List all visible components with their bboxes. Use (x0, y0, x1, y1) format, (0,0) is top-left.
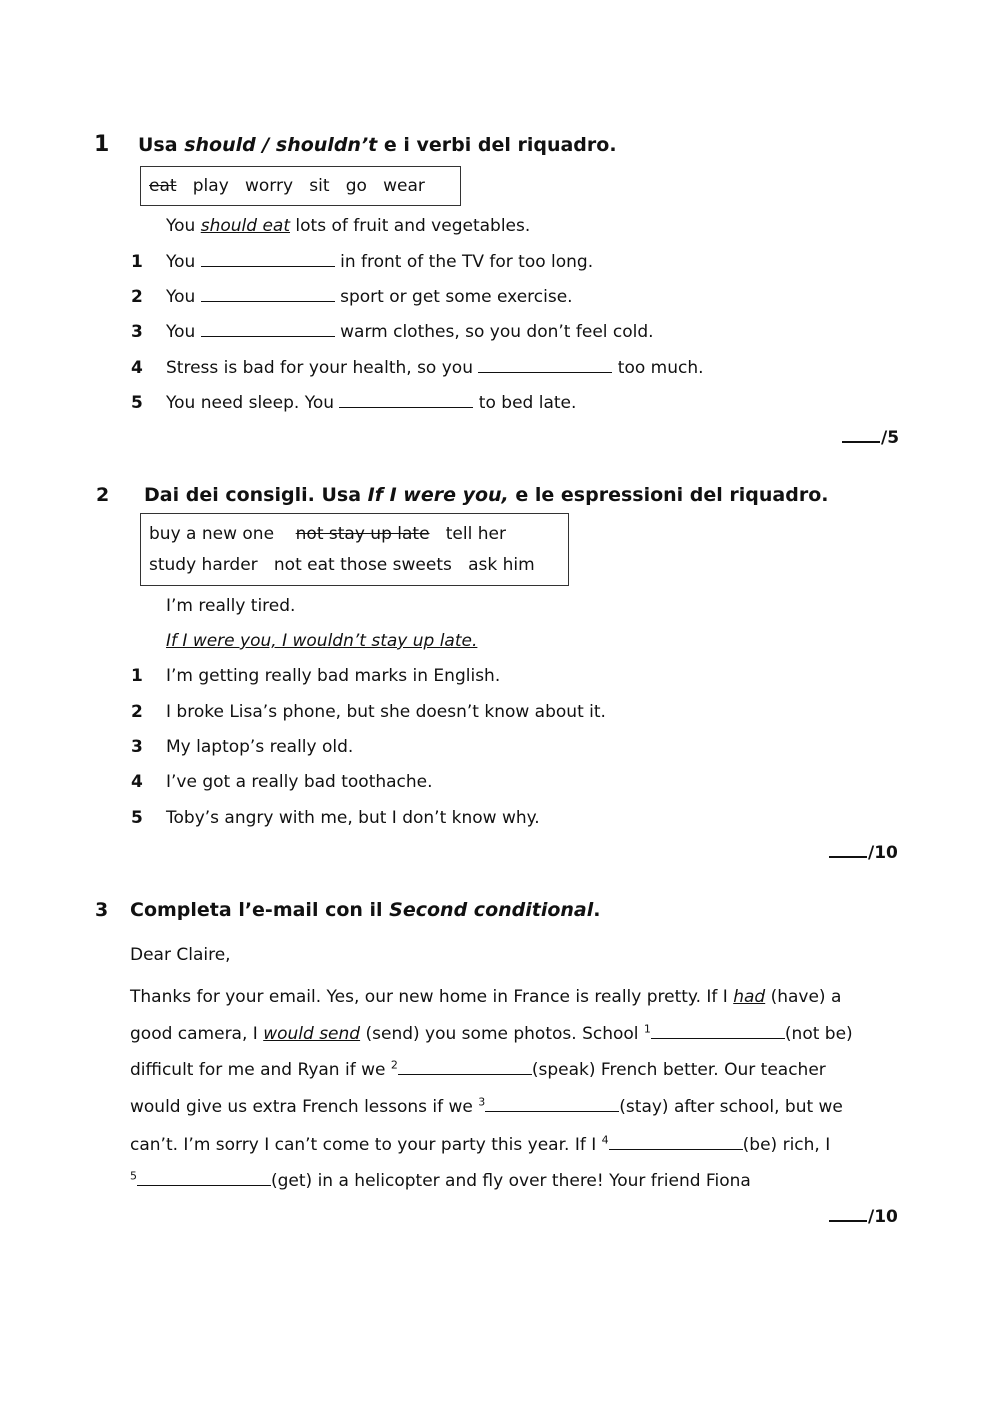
item-number: 5 (131, 393, 143, 413)
item-text: You (166, 322, 201, 342)
score-blank[interactable] (842, 441, 880, 443)
email-line-1 (130, 987, 841, 1007)
exercise-1-example (166, 216, 530, 236)
gap-number: 2 (390, 1058, 398, 1072)
item-text: You (166, 287, 201, 307)
exercise-3-title (130, 899, 600, 921)
exercise-1-title (138, 134, 617, 156)
exercise-1-item (166, 358, 704, 378)
word-sit: sit (309, 176, 330, 196)
word-play: play (192, 176, 229, 196)
exercise-2-item: I’ve got a really bad toothache. (166, 772, 433, 792)
answer-blank[interactable] (339, 393, 473, 408)
gap-number: 5 (130, 1169, 137, 1183)
item-number: 1 (131, 666, 143, 686)
item-number: 4 (131, 772, 143, 792)
title-text: Dai dei consigli. Usa (144, 484, 368, 506)
exercise-1-item (166, 322, 654, 342)
exercise-1-item (166, 287, 573, 307)
answer-blank[interactable] (485, 1097, 619, 1112)
email-line-5 (130, 1135, 830, 1155)
title-italic: If I were you, (367, 484, 509, 506)
email-text: (send) you some photos. School (360, 1024, 644, 1044)
exercise-2-item: I’m getting really bad marks in English. (166, 666, 501, 686)
answer-blank[interactable] (398, 1060, 532, 1075)
exercise-3-score (829, 1207, 898, 1227)
word-worry: worry (244, 176, 294, 196)
answer-blank[interactable] (137, 1171, 271, 1186)
score-blank[interactable] (829, 1220, 867, 1222)
example-answer: had (733, 987, 766, 1007)
email-text: would give us extra French lessons if we (130, 1097, 479, 1117)
exercise-2-number: 2 (96, 484, 110, 506)
phrase-buy-a-new-one: buy a new one (149, 524, 275, 544)
item-text: warm clothes, so you don’t feel cold. (334, 322, 654, 342)
example-answer: would send (263, 1024, 361, 1044)
answer-blank[interactable] (201, 252, 335, 267)
phrase-tell-her: tell her (445, 524, 506, 544)
item-number: 4 (131, 358, 143, 378)
email-text: (have) a (765, 987, 842, 1007)
exercise-2-example-answer: If I were you, I wouldn’t stay up late. (166, 631, 478, 651)
exercise-2-example-prompt: I’m really tired. (166, 596, 296, 616)
title-text: . (593, 899, 601, 921)
email-greeting: Dear Claire, (130, 945, 231, 965)
gap-number: 3 (478, 1095, 486, 1109)
exercise-2-score (829, 843, 898, 863)
item-number: 3 (131, 322, 143, 342)
email-line-6 (130, 1171, 751, 1191)
score-blank[interactable] (829, 856, 867, 858)
item-number: 2 (131, 287, 143, 307)
answer-blank[interactable] (478, 358, 612, 373)
item-number: 2 (131, 702, 143, 722)
answer-blank[interactable] (201, 322, 335, 337)
item-text: You need sleep. You (166, 393, 340, 413)
phrase-not-stay-up-late-crossed: not stay up late (295, 524, 430, 544)
item-text: You (166, 252, 201, 272)
example-text: You (166, 216, 201, 236)
item-text: too much. (612, 358, 704, 378)
answer-blank[interactable] (651, 1024, 785, 1039)
email-text: difficult for me and Ryan if we (130, 1060, 391, 1080)
item-text: Stress is bad for your health, so you (166, 358, 479, 378)
word-go: go (345, 176, 367, 196)
item-text: to bed late. (473, 393, 577, 413)
email-text: (not be) (784, 1024, 853, 1044)
exercise-1-number: 1 (94, 132, 110, 157)
email-text: (get) in a helicopter and fly over there! Your friend Fiona (271, 1171, 751, 1191)
example-text: lots of fruit and vegetables. (290, 216, 531, 236)
email-text: can’t. I’m sorry I can’t come to your party this year. If I (130, 1135, 602, 1155)
exercise-2-item: Toby’s angry with me, but I don’t know why. (166, 808, 540, 828)
email-text: (speak) French better. Our teacher (531, 1060, 826, 1080)
score-total: /5 (881, 428, 900, 448)
score-total: /10 (868, 843, 898, 863)
email-line-4 (130, 1097, 843, 1117)
title-text: e le espressioni del riquadro. (508, 484, 829, 506)
title-text: e i verbi del riquadro. (377, 134, 617, 156)
exercise-1-item (166, 393, 576, 413)
email-text: good camera, I (130, 1024, 264, 1044)
example-answer: should eat (200, 216, 290, 236)
title-italic: should / shouldn’t (184, 134, 378, 156)
email-text: (stay) after school, but we (619, 1097, 843, 1117)
email-line-2 (130, 1024, 853, 1044)
item-text: sport or get some exercise. (334, 287, 573, 307)
item-number: 1 (131, 252, 143, 272)
title-text: Completa l’e-mail con il (130, 899, 390, 921)
title-text: Usa (138, 134, 185, 156)
exercise-1-item (166, 252, 593, 272)
item-number: 3 (131, 737, 143, 757)
title-italic: Second conditional (389, 899, 594, 921)
exercise-2-item: My laptop’s really old. (166, 737, 354, 757)
gap-number: 4 (601, 1133, 609, 1147)
phrase-not-eat-those-sweets: not eat those sweets (273, 555, 452, 575)
answer-blank[interactable] (201, 287, 335, 302)
phrase-study-harder: study harder (149, 555, 258, 575)
exercise-2-title (144, 484, 829, 506)
word-box-1-words (149, 176, 425, 196)
score-total: /10 (868, 1207, 898, 1227)
word-eat-crossed: eat (149, 176, 177, 196)
phrase-box-row-2 (149, 555, 535, 575)
gap-number: 1 (643, 1022, 651, 1036)
item-number: 5 (131, 808, 143, 828)
exercise-3-number: 3 (95, 899, 109, 921)
email-line-3 (130, 1060, 826, 1080)
email-text: (be) rich, I (742, 1135, 831, 1155)
answer-blank[interactable] (609, 1135, 743, 1150)
item-text: in front of the TV for too long. (334, 252, 594, 272)
exercise-1-score (842, 428, 899, 448)
phrase-ask-him: ask him (468, 555, 535, 575)
exercise-2-item: I broke Lisa’s phone, but she doesn’t know about it. (166, 702, 606, 722)
phrase-box-row-1 (149, 524, 506, 544)
email-text: Thanks for your email. Yes, our new home in France is really pretty. If I (130, 987, 734, 1007)
word-wear: wear (383, 176, 425, 196)
